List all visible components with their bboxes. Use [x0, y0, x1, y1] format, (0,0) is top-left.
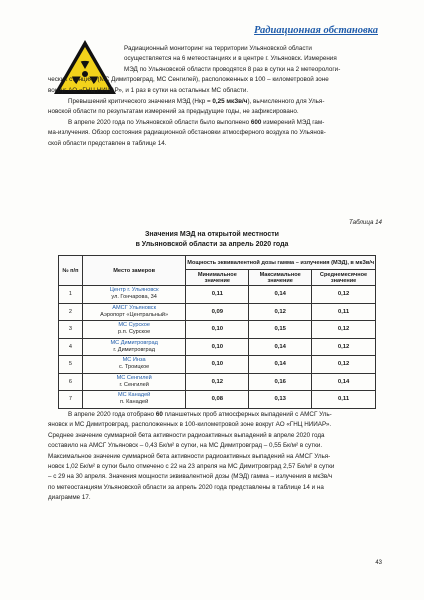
- table-row: [59, 356, 376, 374]
- row-number: 2: [59, 303, 83, 321]
- table-row: [59, 321, 376, 339]
- row-place: МС Димитровград г. Димитровград: [82, 338, 186, 356]
- row-max: 0,13: [249, 391, 312, 409]
- outro-line: диаграмме 17.: [48, 494, 91, 502]
- table-row: [59, 391, 376, 409]
- row-min: 0,10: [186, 356, 249, 374]
- row-number: 4: [59, 338, 83, 356]
- intro-line: ческих станциях (МС Димитровград, МС Сенгилей), расположенных в 100 – километровой зоне: [48, 76, 329, 84]
- row-min: 0,10: [186, 338, 249, 356]
- row-max: 0,12: [249, 303, 312, 321]
- col-header-avg: Среднемесячное значение: [312, 270, 376, 286]
- row-number: 3: [59, 321, 83, 339]
- row-avg: 0,11: [312, 303, 376, 321]
- outro-text: [48, 410, 378, 504]
- outro-line: составило на АМСГ Ульяновск – 0,43 Бк/м² в сутки, на МС Димитровград – 0,55 Бк/м² в сутки.: [48, 442, 323, 450]
- row-place: МС Канадей п. Канадей: [82, 391, 186, 409]
- row-min: 0,09: [186, 303, 249, 321]
- intro-line: МЭД по Ульяновской области проводятся 8 раз в сутки на 2 метеорологи-: [124, 65, 341, 73]
- table-row: [59, 373, 376, 391]
- outro-line: Среднее значение суммарной бета активности радиоактивных выпадений в апреле 2020 года: [48, 431, 325, 439]
- row-number: 5: [59, 356, 83, 374]
- row-place: Центр г. Ульяновск ул. Гончарова, 34: [82, 286, 186, 304]
- intro-line: осуществляется на 6 метеостанциях и в центре г. Ульяновск. Измерения: [124, 55, 337, 63]
- row-place: МС Сурское р.п. Сурское: [82, 321, 186, 339]
- row-place: АМСГ Ульяновск Аэропорт «Центральный»: [82, 303, 186, 321]
- row-max: 0,14: [249, 286, 312, 304]
- row-min: 0,10: [186, 321, 249, 339]
- table-number: Таблица 14: [348, 219, 382, 226]
- table-title-line: в Ульяновской области за апрель 2020 года: [135, 240, 289, 248]
- table-title-line: Значения МЭД на открытой местности: [145, 231, 279, 238]
- row-avg: 0,14: [312, 373, 376, 391]
- intro-line: новской области по результатам измерений за предыдущие годы, не зафиксировано.: [48, 108, 299, 116]
- row-number: 1: [59, 286, 83, 304]
- outro-line: – с 29 на 30 апреля. Значения мощности эквивалентной дозы (МЭД) гамма – излучения в мкЗв/ч: [48, 473, 333, 481]
- col-header-min: Минимальное значение: [186, 270, 249, 286]
- col-header-max: Максимальное значение: [249, 270, 312, 286]
- table-row: [59, 303, 376, 321]
- col-header-place: Место замеров: [82, 256, 186, 286]
- outro-line: по метеостанциям Ульяновской области за апрель 2020 года представлены в таблице 14 и на: [48, 483, 324, 491]
- outro-line: яновск и МС Димитровград, расположенных в 100-километровой зоне вокруг АО «ГНЦ НИИАР».: [48, 421, 332, 429]
- intro-line: В апреле 2020 года по Ульяновской области было выполнено 600 измерений МЭД гам-: [68, 118, 325, 126]
- outro-line: новск 1,02 Бк/м² в сутки было отмечено с 22 на 23 апреля на МС Димитровград 2,57 Бк/м² в сутки: [48, 463, 335, 471]
- page-number: 43: [375, 560, 382, 566]
- outro-line: В апреле 2020 года отобрано 60 планшетных проб атмосферных выпадений с АМСГ Уль-: [68, 411, 332, 418]
- row-number: 6: [59, 373, 83, 391]
- intro-line: Радиационный мониторинг на территории Ульяновской области: [124, 45, 312, 52]
- row-max: 0,16: [249, 373, 312, 391]
- row-max: 0,14: [249, 356, 312, 374]
- row-avg: 0,12: [312, 338, 376, 356]
- intro-line: Превышений критического значения МЭД (Нкр = 0,25 мкЗв/ч), вычисленного для Улья-: [68, 98, 325, 106]
- table-row: [59, 338, 376, 356]
- row-avg: 0,12: [312, 356, 376, 374]
- table-row: [59, 286, 376, 304]
- row-place: МС Инза с. Троицкое: [82, 356, 186, 374]
- row-min: 0,08: [186, 391, 249, 409]
- row-avg: 0,12: [312, 321, 376, 339]
- intro-line: ской области представлен в таблице 14.: [48, 139, 167, 147]
- row-avg: 0,12: [312, 286, 376, 304]
- table-title: [0, 230, 424, 249]
- outro-line: Максимальное значение суммарной бета активности радиоактивных выпадений на АМСГ Улья-: [48, 452, 331, 460]
- row-number: 7: [59, 391, 83, 409]
- intro-text: [48, 44, 378, 149]
- row-max: 0,14: [249, 338, 312, 356]
- col-header-number: № п/п: [59, 256, 83, 286]
- intro-line: ма-излучения. Обзор состояния радиационной обстановки атмосферного воздуха по Ульянов-: [48, 129, 326, 137]
- row-min: 0,11: [186, 286, 249, 304]
- intro-line: вокруг АО «ГНЦ НИИАР», и 1 раз в сутки на остальных МС области.: [48, 86, 249, 94]
- row-avg: 0,11: [312, 391, 376, 409]
- col-header-power: Мощность эквивалентной дозы гамма – излучения (МЭД), в мкЗв/ч: [186, 256, 376, 270]
- row-max: 0,15: [249, 321, 312, 339]
- med-table: [58, 255, 376, 409]
- row-place: МС Сенгилей г. Сенгилей: [82, 373, 186, 391]
- section-heading: Радиационная обстановка: [254, 25, 378, 36]
- row-min: 0,12: [186, 373, 249, 391]
